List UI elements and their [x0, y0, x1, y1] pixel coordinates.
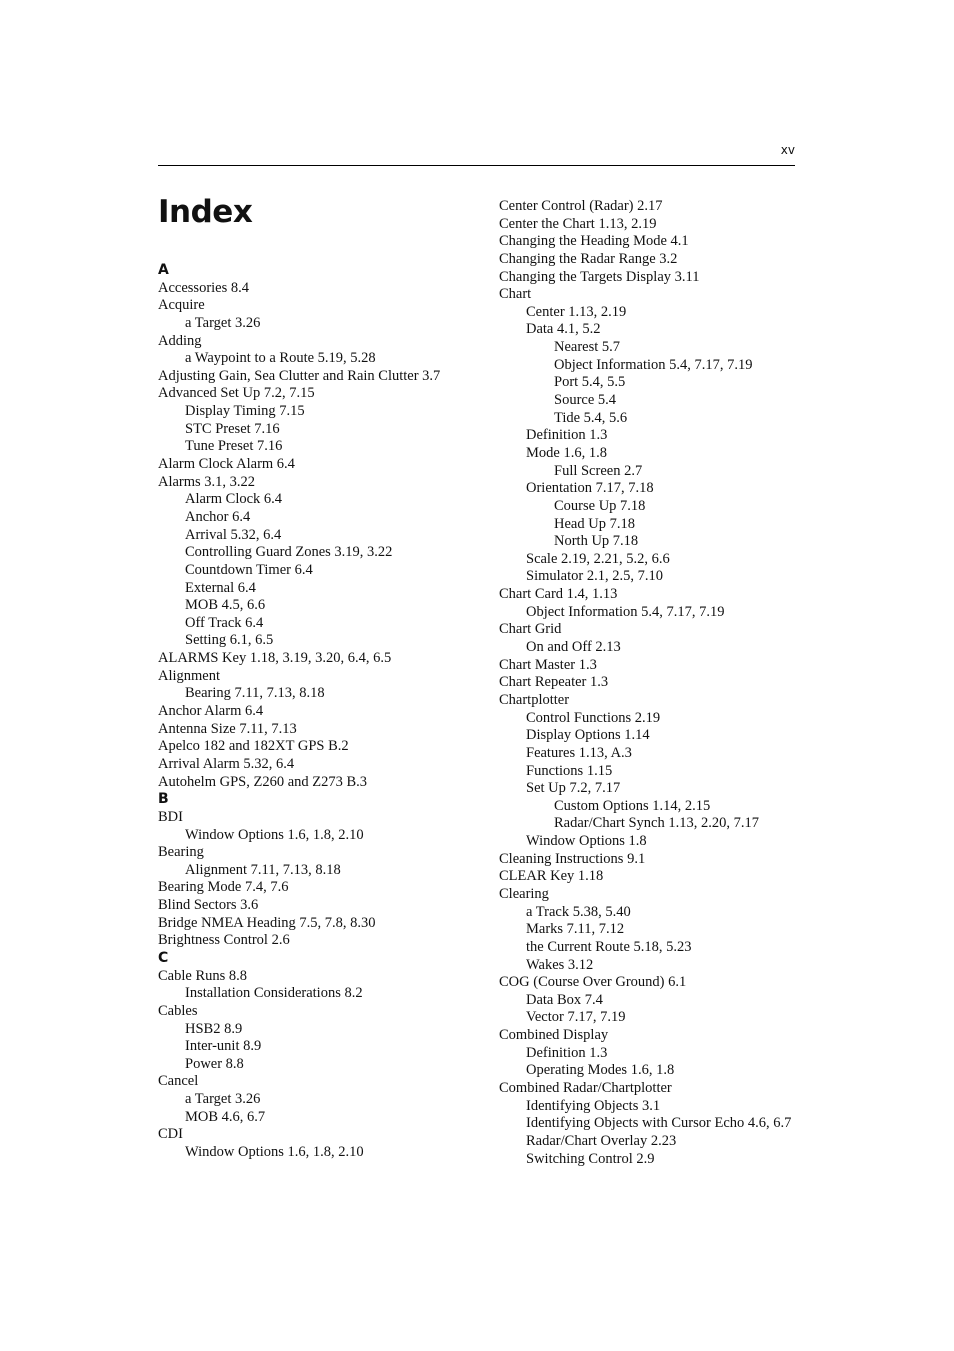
index-entry: Operating Modes 1.6, 1.8	[526, 1062, 675, 1079]
index-entry: Identifying Objects with Cursor Echo 4.6, 6.7	[526, 1115, 792, 1132]
index-entry: Anchor Alarm 6.4	[158, 703, 264, 720]
index-entry: Combined Display	[499, 1027, 609, 1044]
index-entry: Installation Considerations 8.2	[185, 985, 363, 1002]
index-entry: Bridge NMEA Heading 7.5, 7.8, 8.30	[158, 914, 376, 931]
index-entry: Marks 7.11, 7.12	[526, 921, 625, 938]
index-entry: Functions 1.15	[526, 762, 613, 779]
index-entry: Blind Sectors 3.6	[158, 897, 259, 914]
index-entry: the Current Route 5.18, 5.23	[526, 938, 692, 955]
index-entry: STC Preset 7.16	[185, 420, 280, 437]
index-entry: Object Information 5.4, 7.17, 7.19	[554, 356, 753, 373]
index-column-left	[158, 262, 478, 1162]
index-entry: Brightness Control 2.6	[158, 932, 290, 949]
index-entry: a Target 3.26	[185, 1091, 261, 1108]
index-entry: Bearing 7.11, 7.13, 8.18	[185, 685, 325, 702]
index-entry: Radar/Chart Overlay 2.23	[526, 1132, 677, 1149]
index-entry: Object Information 5.4, 7.17, 7.19	[526, 603, 725, 620]
index-entry: Adding	[158, 332, 202, 349]
index-entry: Setting 6.1, 6.5	[185, 632, 274, 649]
index-entry: MOB 4.5, 6.6	[185, 597, 266, 614]
index-entry: Wakes 3.12	[526, 956, 594, 973]
index-entry: Full Screen 2.7	[554, 462, 643, 479]
index-entry: Window Options 1.6, 1.8, 2.10	[185, 1144, 364, 1161]
index-entry: Bearing	[158, 844, 204, 861]
index-entry: Bearing Mode 7.4, 7.6	[158, 879, 289, 896]
index-entry: Set Up 7.2, 7.17	[526, 780, 621, 797]
index-entry: Center Control (Radar) 2.17	[499, 198, 663, 214]
index-entry: Control Functions 2.19	[526, 709, 661, 726]
index-entry: CDI	[158, 1126, 183, 1143]
index-entry: Display Timing 7.15	[185, 403, 305, 420]
index-entry: Window Options 1.6, 1.8, 2.10	[185, 826, 364, 843]
index-entry: Scale 2.19, 2.21, 5.2, 6.6	[526, 550, 670, 567]
index-letter-heading: C	[158, 949, 169, 966]
index-entry: a Target 3.26	[185, 314, 261, 331]
index-entry: Chart Repeater 1.3	[499, 674, 609, 691]
index-entry: External 6.4	[185, 579, 256, 596]
header-rule	[158, 165, 795, 166]
index-entry: Advanced Set Up 7.2, 7.15	[158, 385, 315, 402]
index-entry: Autohelm GPS, Z260 and Z273 B.3	[158, 773, 368, 790]
index-entry: Display Options 1.14	[526, 727, 650, 744]
index-entry: Definition 1.3	[526, 427, 608, 444]
index-entry: Off Track 6.4	[185, 614, 264, 631]
index-entry: MOB 4.6, 6.7	[185, 1108, 266, 1125]
index-entry: Alignment 7.11, 7.13, 8.18	[185, 861, 341, 878]
index-entry: Cleaning Instructions 9.1	[499, 850, 646, 867]
index-entry: Alignment	[158, 667, 221, 684]
index-entry: Power 8.8	[185, 1055, 244, 1072]
index-entry: Arrival 5.32, 6.4	[185, 526, 282, 543]
index-entry: Chartplotter	[499, 691, 570, 708]
index-entry: Alarm Clock 6.4	[185, 491, 283, 508]
index-entry: HSB2 8.9	[185, 1020, 243, 1037]
index-entry: Custom Options 1.14, 2.15	[554, 797, 711, 814]
index-entry: Chart Master 1.3	[499, 656, 597, 673]
index-entry: Acquire	[158, 297, 205, 314]
index-entry: Simulator 2.1, 2.5, 7.10	[526, 568, 663, 585]
index-entry: Data 4.1, 5.2	[526, 321, 601, 338]
index-entry: Mode 1.6, 1.8	[526, 444, 607, 461]
index-entry: Apelco 182 and 182XT GPS B.2	[158, 738, 349, 755]
index-entry: Head Up 7.18	[554, 515, 635, 532]
index-entry: Accessories 8.4	[158, 279, 250, 296]
index-entry: Alarm Clock Alarm 6.4	[158, 456, 295, 473]
index-entry: CLEAR Key 1.18	[499, 868, 604, 885]
index-entry: Course Up 7.18	[554, 497, 646, 514]
index-entry: Source 5.4	[554, 392, 617, 409]
index-entry: Inter-unit 8.9	[185, 1038, 262, 1055]
index-entry: Changing the Radar Range 3.2	[499, 250, 678, 267]
index-entry: Arrival Alarm 5.32, 6.4	[158, 755, 295, 772]
index-entry: Cable Runs 8.8	[158, 967, 248, 984]
index-entry: ALARMS Key 1.18, 3.19, 3.20, 6.4, 6.5	[158, 650, 392, 667]
index-entry: Features 1.13, A.3	[526, 744, 632, 761]
index-entry: Anchor 6.4	[185, 508, 251, 525]
index-entry: BDI	[158, 808, 183, 825]
index-entry: Vector 7.17, 7.19	[526, 1009, 626, 1026]
index-entry: Changing the Heading Mode 4.1	[499, 233, 689, 250]
index-entry: Data Box 7.4	[526, 991, 603, 1008]
index-entry: Switching Control 2.9	[526, 1150, 655, 1167]
index-letter-heading: A	[158, 262, 169, 278]
index-entry: Port 5.4, 5.5	[554, 374, 626, 391]
index-entry: Orientation 7.17, 7.18	[526, 480, 654, 497]
index-entry: On and Off 2.13	[526, 639, 621, 656]
index-entry: Definition 1.3	[526, 1044, 608, 1061]
index-entry: Tune Preset 7.16	[185, 438, 283, 455]
index-entry: Chart Grid	[499, 621, 562, 638]
index-entry: North Up 7.18	[554, 533, 639, 550]
index-entry: Identifying Objects 3.1	[526, 1097, 661, 1114]
index-entry: Radar/Chart Synch 1.13, 2.20, 7.17	[554, 815, 759, 832]
index-entry: Clearing	[499, 885, 549, 902]
index-letter-heading: B	[158, 791, 169, 808]
index-entry: Tide 5.4, 5.6	[554, 409, 628, 426]
index-column-right	[499, 198, 819, 1168]
index-entry: a Track 5.38, 5.40	[526, 903, 631, 920]
index-entry: Adjusting Gain, Sea Clutter and Rain Clutter 3.7	[158, 367, 441, 384]
index-entry: Chart	[499, 286, 532, 303]
index-entry: Controlling Guard Zones 3.19, 3.22	[185, 544, 393, 561]
index-entry: a Waypoint to a Route 5.19, 5.28	[185, 350, 376, 367]
index-entry: Center the Chart 1.13, 2.19	[499, 215, 657, 232]
index-entry: Cancel	[158, 1073, 199, 1090]
index-entry: Window Options 1.8	[526, 833, 647, 850]
index-entry: Nearest 5.7	[554, 339, 621, 356]
index-entry: Changing the Targets Display 3.11	[499, 268, 700, 285]
page-title: Index	[158, 194, 253, 230]
index-entry: Combined Radar/Chartplotter	[499, 1080, 672, 1097]
index-entry: Center 1.13, 2.19	[526, 303, 627, 320]
index-entry: COG (Course Over Ground) 6.1	[499, 974, 687, 991]
index-entry: Countdown Timer 6.4	[185, 561, 313, 578]
index-entry: Antenna Size 7.11, 7.13	[158, 720, 297, 737]
index-entry: Alarms 3.1, 3.22	[158, 473, 256, 490]
page-number: xv	[780, 143, 795, 157]
index-entry: Chart Card 1.4, 1.13	[499, 586, 618, 603]
index-entry: Cables	[158, 1002, 198, 1019]
